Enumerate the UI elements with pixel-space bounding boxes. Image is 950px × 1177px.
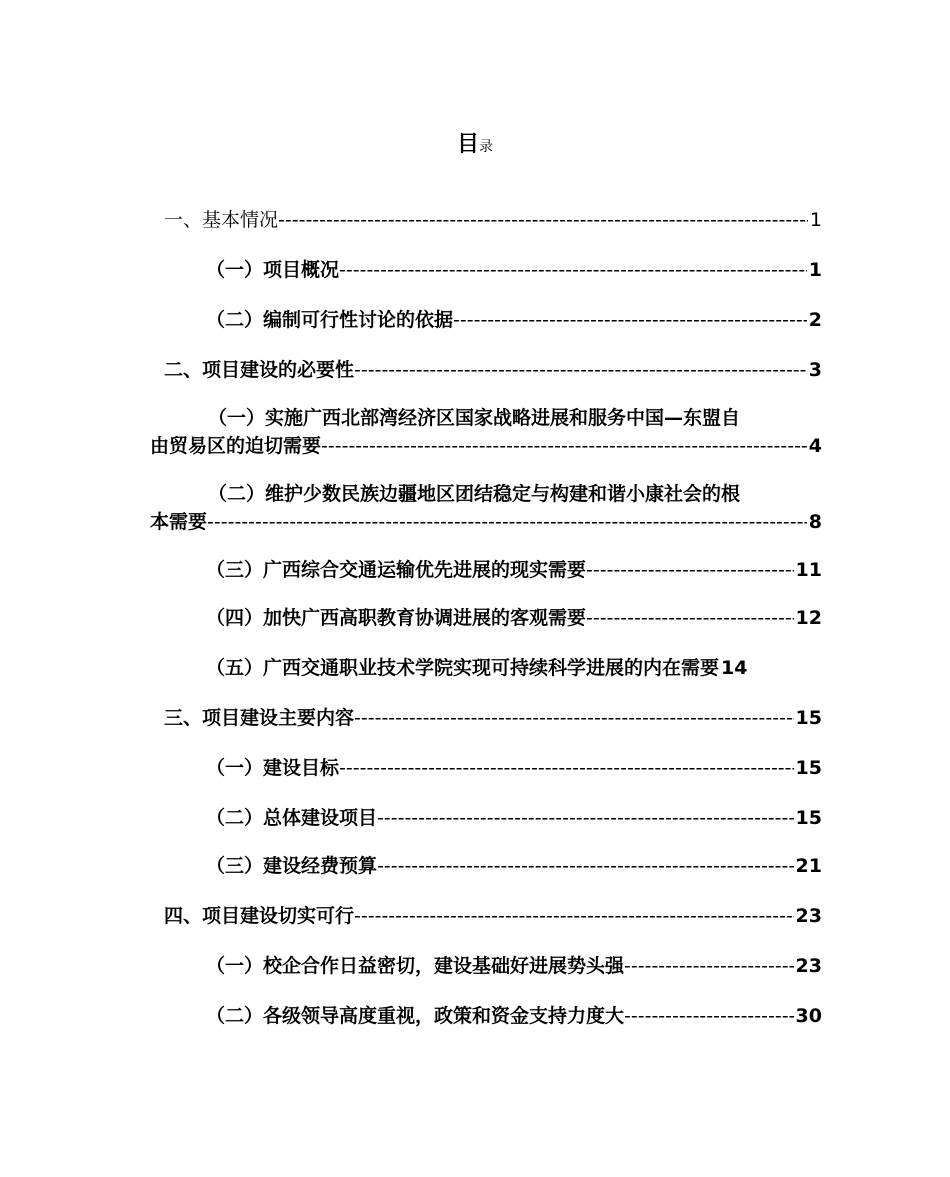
toc-page-number: 8 [808, 511, 822, 533]
toc-page-number: 15 [795, 807, 822, 829]
toc-page-number: 11 [795, 559, 822, 581]
toc-entry-label: （二）各级领导高度重视，政策和资金支持力度大 [206, 1005, 625, 1027]
toc-page-number: 12 [795, 607, 822, 629]
toc-entry-label: 三、项目建设主要内容 [164, 707, 355, 729]
toc-leader [339, 256, 807, 284]
toc-leader [207, 508, 807, 536]
toc-entry-4-2[interactable] [150, 1002, 822, 1030]
toc-entry-label: （二）总体建设项目 [206, 807, 378, 829]
toc-entry-2-4[interactable] [150, 604, 822, 632]
toc-entry-2-2[interactable] [150, 480, 822, 536]
toc-title [0, 130, 950, 162]
toc-page-number: 21 [795, 855, 822, 877]
toc-leader [624, 952, 794, 980]
toc-entry-label: （五）广西交通职业技术学院实现可持续科学进展的内在需要 [206, 657, 720, 679]
toc-entry-1-2[interactable] [150, 306, 822, 334]
toc-entry-2-3[interactable] [150, 556, 822, 584]
toc-page-number: 1 [809, 209, 822, 231]
toc-entry-2-1[interactable] [150, 404, 822, 460]
toc-page-number: 4 [808, 435, 822, 457]
toc-entry-label: （二）编制可行性讨论的依据 [206, 309, 454, 331]
toc-entry-label: 一、基本情况 [164, 209, 279, 231]
toc-leader [624, 1002, 794, 1030]
toc-page-number: 2 [808, 309, 822, 331]
toc-leader [377, 852, 794, 880]
toc-entry-label: （一）校企合作日益密切，建设基础好进展势头强 [206, 955, 625, 977]
toc-page-number: 23 [795, 955, 822, 977]
toc-entry-3-3[interactable] [150, 852, 822, 880]
toc-entry-1-1[interactable] [150, 256, 822, 284]
toc-entry-4[interactable] [150, 902, 822, 930]
toc-entry-label: （三）广西综合交通运输优先进展的现实需要 [206, 559, 587, 581]
toc-entry-label: 本需要 [150, 511, 208, 533]
toc-entry-line1: （一）实施广西北部湾经济区国家战略进展和服务中国—东盟自 [208, 407, 741, 429]
toc-leader [339, 754, 794, 782]
toc-page-number: 15 [795, 757, 822, 779]
toc-leader [354, 356, 807, 384]
toc-entry-label: （三）建设经费预算 [206, 855, 378, 877]
toc-leader [321, 432, 807, 460]
toc-leader [278, 206, 808, 234]
toc-page-number: 3 [808, 359, 822, 381]
toc-leader [586, 556, 794, 584]
toc-entry-label: （一）建设目标 [206, 757, 340, 779]
toc-page-number: 15 [795, 707, 822, 729]
toc-entry-3-2[interactable] [150, 804, 822, 832]
toc-entry-label: （一）项目概况 [206, 259, 340, 281]
toc-page-number: 23 [795, 905, 822, 927]
toc-page-number: 14 [721, 657, 748, 679]
toc-entry-4-1[interactable] [150, 952, 822, 980]
toc-entry-2[interactable] [150, 356, 822, 384]
toc-title-big: 目 [456, 132, 479, 157]
toc-leader [354, 704, 794, 732]
toc-leader [354, 902, 794, 930]
toc-leader [377, 804, 794, 832]
toc-page-number: 1 [808, 259, 822, 281]
toc-title-small: 录 [479, 139, 493, 155]
toc-entry-1[interactable] [150, 206, 822, 234]
toc-leader [453, 306, 807, 334]
toc-entry-label: 由贸易区的迫切需要 [150, 435, 322, 457]
toc-entry-label: 二、项目建设的必要性 [164, 359, 355, 381]
toc-entry-3[interactable] [150, 704, 822, 732]
toc-entry-label: 四、项目建设切实可行 [164, 905, 355, 927]
toc-entry-2-5[interactable] [150, 654, 822, 682]
toc-entry-line1: （二）维护少数民族边疆地区团结稳定与构建和谐小康社会的根 [208, 483, 741, 505]
toc-leader [586, 604, 794, 632]
toc-entry-3-1[interactable] [150, 754, 822, 782]
toc-entry-label: （四）加快广西高职教育协调进展的客观需要 [206, 607, 587, 629]
toc-page-number: 30 [795, 1005, 822, 1027]
